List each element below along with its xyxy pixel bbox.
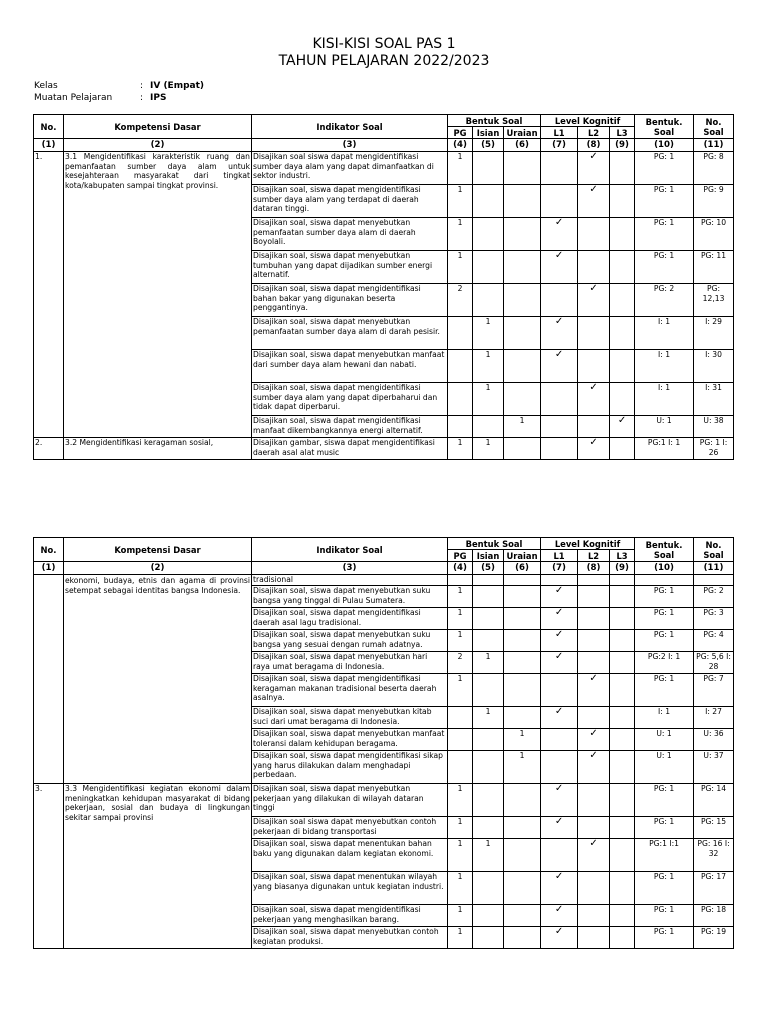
l1-cell: ✓ <box>541 927 578 949</box>
pg-cell <box>448 729 473 751</box>
indikator-cell: tradisional <box>252 575 448 586</box>
l2-cell: ✓ <box>578 674 610 707</box>
pg-cell: 1 <box>448 674 473 707</box>
bentuk-cell: PG: 1 <box>635 152 694 185</box>
pg-cell: 2 <box>448 284 473 317</box>
nosoal-cell: PG: 12,13 <box>694 284 734 317</box>
l1-cell <box>541 438 578 460</box>
l1-cell: ✓ <box>541 317 578 350</box>
nosoal-cell: PG: 19 <box>694 927 734 949</box>
l2-cell <box>578 218 610 251</box>
muatan-value: IPS <box>150 93 167 103</box>
bentuk-cell: PG: 1 <box>635 817 694 839</box>
uraian-cell <box>504 438 541 460</box>
pg-cell: 1 <box>448 218 473 251</box>
bentuk-cell: PG: 1 <box>635 872 694 905</box>
indikator-cell: Disajikan soal, siswa dapat mengidentifikasi sumber daya alam yang terdapat di daerah dataran tinggi. <box>252 185 448 218</box>
indikator-cell: Disajikan soal, siswa dapat menyebutkan hari raya umat beragama di Indonesia. <box>252 652 448 674</box>
pg-cell: 1 <box>448 586 473 608</box>
pg-cell <box>448 575 473 586</box>
header-l3: L3 <box>610 127 635 139</box>
l2-cell: ✓ <box>578 729 610 751</box>
indikator-cell: Disajikan soal, siswa dapat menyebutkan pemanfaatan sumber daya alam di daerah Boyolali. <box>252 218 448 251</box>
uraian-cell <box>504 817 541 839</box>
kisi-table-page2 <box>33 537 734 949</box>
bentuk-cell: PG:1 I: 1 <box>635 438 694 460</box>
l1-cell: ✓ <box>541 905 578 927</box>
bentuk-cell: I: 1 <box>635 707 694 729</box>
col-num: (3) <box>252 562 448 575</box>
isian-cell <box>473 185 504 218</box>
nosoal-cell: PG: 11 <box>694 251 734 284</box>
l1-cell <box>541 729 578 751</box>
col-num: (1) <box>34 139 64 152</box>
col-num: (11) <box>694 139 734 152</box>
bentuk-cell: PG: 1 <box>635 905 694 927</box>
l1-cell: ✓ <box>541 817 578 839</box>
uraian-cell <box>504 608 541 630</box>
pg-cell <box>448 751 473 784</box>
pg-cell: 1 <box>448 608 473 630</box>
l1-cell: ✓ <box>541 784 578 817</box>
isian-cell: 1 <box>473 317 504 350</box>
l2-cell <box>578 652 610 674</box>
col-num: (11) <box>694 562 734 575</box>
l1-cell <box>541 674 578 707</box>
l2-cell: ✓ <box>578 438 610 460</box>
nosoal-cell: PG: 15 <box>694 817 734 839</box>
indikator-cell: Disajikan soal, siswa dapat menyebutkan suku bangsa yang sesuai dengan rumah adatnya. <box>252 630 448 652</box>
uraian-cell <box>504 317 541 350</box>
isian-cell: 1 <box>473 652 504 674</box>
pg-cell: 1 <box>448 251 473 284</box>
l3-cell <box>610 729 635 751</box>
l3-cell <box>610 251 635 284</box>
header-indikator: Indikator Soal <box>252 538 448 562</box>
col-num: (10) <box>635 139 694 152</box>
uraian-cell <box>504 586 541 608</box>
pg-cell: 1 <box>448 152 473 185</box>
header-no: No. <box>34 115 64 139</box>
indikator-cell: Disajikan soal, siswa dapat mengidentifikasi daerah asal lagu tradisional. <box>252 608 448 630</box>
muatan-label: Muatan Pelajaran <box>34 93 113 103</box>
nosoal-cell: PG: 18 <box>694 905 734 927</box>
l1-cell <box>541 185 578 218</box>
nosoal-cell: U: 37 <box>694 751 734 784</box>
l2-cell <box>578 817 610 839</box>
header-l3: L3 <box>610 550 635 562</box>
header-no: No. <box>34 538 64 562</box>
kd-text: 3.2 Mengidentifikasi keragaman sosial, <box>64 438 252 460</box>
l2-cell <box>578 350 610 383</box>
indikator-cell: Disajikan soal, siswa dapat menentukan wilayah yang biasanya digunakan untuk kegiatan industri. <box>252 872 448 905</box>
uraian-cell <box>504 872 541 905</box>
header-kompetensi: Kompetensi Dasar <box>64 538 252 562</box>
uraian-cell <box>504 674 541 707</box>
pg-cell: 1 <box>448 817 473 839</box>
indikator-cell: Disajikan soal, siswa dapat menyebutkan manfaat dari sumber daya alam hewani dan nabati. <box>252 350 448 383</box>
l1-cell <box>541 152 578 185</box>
doc-subtitle: TAHUN PELAJARAN 2022/2023 <box>278 53 490 69</box>
kd-text: 3.1 Mengidentifikasi karakteristik ruang dan pemanfaatan sumber daya alam untuk kesejahteraan masyarakat dari tingkat kota/kabupaten sampai tingkat provinsi. <box>64 152 252 438</box>
l2-cell <box>578 630 610 652</box>
nosoal-cell: U: 38 <box>694 416 734 438</box>
indikator-cell: Disajikan soal siswa dapat menyebutkan contoh pekerjaan di bidang transportasi <box>252 817 448 839</box>
col-num: (4) <box>448 139 473 152</box>
uraian-cell <box>504 185 541 218</box>
header-uraian: Uraian <box>504 127 541 139</box>
nosoal-cell: PG: 8 <box>694 152 734 185</box>
l1-cell: ✓ <box>541 586 578 608</box>
nosoal-cell: PG: 2 <box>694 586 734 608</box>
pg-cell: 1 <box>448 905 473 927</box>
col-num: (2) <box>64 562 252 575</box>
isian-cell <box>473 586 504 608</box>
bentuk-cell: PG:1 I:1 <box>635 839 694 872</box>
col-num: (2) <box>64 139 252 152</box>
header-level: Level Kognitif <box>541 115 635 127</box>
isian-cell <box>473 784 504 817</box>
kd-number: 1. <box>34 152 64 438</box>
uraian-cell <box>504 152 541 185</box>
isian-cell <box>473 927 504 949</box>
uraian-cell <box>504 350 541 383</box>
isian-cell <box>473 152 504 185</box>
isian-cell <box>473 817 504 839</box>
nosoal-cell <box>694 575 734 586</box>
indikator-cell: Disajikan soal, siswa dapat menyebutkan kitab suci dari umat beragama di Indonesia. <box>252 707 448 729</box>
l2-cell <box>578 575 610 586</box>
l2-cell <box>578 251 610 284</box>
isian-cell: 1 <box>473 438 504 460</box>
l3-cell: ✓ <box>610 416 635 438</box>
nosoal-cell: PG: 5,6 I: 28 <box>694 652 734 674</box>
kd-number-empty <box>34 575 64 784</box>
uraian-cell <box>504 630 541 652</box>
muatan-colon: : <box>140 93 144 103</box>
pg-cell <box>448 317 473 350</box>
isian-cell: 1 <box>473 350 504 383</box>
l1-cell <box>541 383 578 416</box>
uraian-cell: 1 <box>504 416 541 438</box>
l2-cell <box>578 707 610 729</box>
col-num: (7) <box>541 139 578 152</box>
isian-cell <box>473 630 504 652</box>
l3-cell <box>610 185 635 218</box>
bentuk-cell: I: 1 <box>635 317 694 350</box>
indikator-cell: Disajikan soal, siswa dapat mengidentifikasi manfaat dikembangkannya energi alternatif. <box>252 416 448 438</box>
isian-cell <box>473 674 504 707</box>
pg-cell: 2 <box>448 652 473 674</box>
nosoal-cell: PG: 16 I: 32 <box>694 839 734 872</box>
l3-cell <box>610 839 635 872</box>
indikator-cell: Disajikan soal, siswa dapat menyebutkan tumbuhan yang dapat dijadikan sumber energi alternatif. <box>252 251 448 284</box>
nosoal-cell: I: 31 <box>694 383 734 416</box>
isian-cell: 1 <box>473 707 504 729</box>
header-pg: PG <box>448 127 473 139</box>
l3-cell <box>610 218 635 251</box>
uraian-cell <box>504 905 541 927</box>
nosoal-cell: PG: 3 <box>694 608 734 630</box>
pg-cell: 1 <box>448 927 473 949</box>
isian-cell: 1 <box>473 383 504 416</box>
header-bentuk-soal: Bentuk Soal <box>448 115 541 127</box>
header-l1: L1 <box>541 127 578 139</box>
bentuk-cell: PG: 1 <box>635 784 694 817</box>
l1-cell <box>541 575 578 586</box>
header-no-soal: No. Soal <box>694 538 734 562</box>
indikator-cell: Disajikan soal, siswa dapat menyebutkan contoh kegiatan produksi. <box>252 927 448 949</box>
uraian-cell <box>504 284 541 317</box>
l3-cell <box>610 438 635 460</box>
l2-cell <box>578 927 610 949</box>
bentuk-cell: I: 1 <box>635 383 694 416</box>
header-no-soal: No. Soal <box>694 115 734 139</box>
indikator-cell: Disajikan soal, siswa dapat mengidentifikasi pekerjaan yang menghasilkan barang. <box>252 905 448 927</box>
nosoal-cell: I: 30 <box>694 350 734 383</box>
bentuk-cell: PG: 1 <box>635 674 694 707</box>
bentuk-cell: PG: 1 <box>635 608 694 630</box>
table-row <box>34 438 734 460</box>
bentuk-cell: I: 1 <box>635 350 694 383</box>
isian-cell <box>473 729 504 751</box>
uraian-cell <box>504 784 541 817</box>
isian-cell <box>473 608 504 630</box>
nosoal-cell: PG: 9 <box>694 185 734 218</box>
col-num: (9) <box>610 562 635 575</box>
header-l1: L1 <box>541 550 578 562</box>
l1-cell <box>541 839 578 872</box>
l3-cell <box>610 652 635 674</box>
header-kompetensi: Kompetensi Dasar <box>64 115 252 139</box>
table-row <box>34 784 734 817</box>
kelas-value: IV (Empat) <box>150 81 205 91</box>
indikator-cell: Disajikan soal siswa dapat mengidentifikasi sumber daya alam yang dapat dimanfaatkan di sektor industri. <box>252 152 448 185</box>
l1-cell: ✓ <box>541 872 578 905</box>
bentuk-cell: PG: 1 <box>635 218 694 251</box>
uraian-cell <box>504 927 541 949</box>
uraian-cell: 1 <box>504 729 541 751</box>
l3-cell <box>610 575 635 586</box>
col-num: (3) <box>252 139 448 152</box>
pg-cell <box>448 416 473 438</box>
nosoal-cell: I: 29 <box>694 317 734 350</box>
table-row <box>34 575 734 586</box>
l3-cell <box>610 317 635 350</box>
l3-cell <box>610 751 635 784</box>
isian-cell <box>473 575 504 586</box>
l3-cell <box>610 927 635 949</box>
bentuk-cell: PG: 1 <box>635 586 694 608</box>
nosoal-cell: PG: 1 I: 26 <box>694 438 734 460</box>
isian-cell <box>473 284 504 317</box>
pg-cell <box>448 707 473 729</box>
l3-cell <box>610 872 635 905</box>
l3-cell <box>610 586 635 608</box>
header-l2: L2 <box>578 127 610 139</box>
l2-cell: ✓ <box>578 839 610 872</box>
indikator-cell: Disajikan gambar, siswa dapat mengidentifikasi daerah asal alat music <box>252 438 448 460</box>
l1-cell: ✓ <box>541 707 578 729</box>
nosoal-cell: PG: 10 <box>694 218 734 251</box>
indikator-cell: Disajikan soal, siswa dapat menyebutkan suku bangsa yang tinggal di Pulau Sumatera. <box>252 586 448 608</box>
l2-cell <box>578 416 610 438</box>
meta-kelas <box>34 81 204 92</box>
bentuk-cell: PG: 1 <box>635 927 694 949</box>
l2-cell <box>578 317 610 350</box>
uraian-cell <box>504 218 541 251</box>
l2-cell: ✓ <box>578 185 610 218</box>
pg-cell: 1 <box>448 784 473 817</box>
nosoal-cell: U: 36 <box>694 729 734 751</box>
uraian-cell <box>504 707 541 729</box>
l3-cell <box>610 817 635 839</box>
nosoal-cell: PG: 7 <box>694 674 734 707</box>
l1-cell <box>541 416 578 438</box>
col-num: (5) <box>473 562 504 575</box>
pg-cell: 1 <box>448 438 473 460</box>
indikator-cell: Disajikan soal, siswa dapat menentukan bahan baku yang digunakan dalam kegiatan ekonomi. <box>252 839 448 872</box>
col-num: (8) <box>578 562 610 575</box>
uraian-cell <box>504 652 541 674</box>
col-num: (8) <box>578 139 610 152</box>
kelas-colon: : <box>140 81 144 91</box>
l2-cell: ✓ <box>578 751 610 784</box>
l2-cell: ✓ <box>578 152 610 185</box>
header-pg: PG <box>448 550 473 562</box>
isian-cell <box>473 416 504 438</box>
bentuk-cell: PG: 2 <box>635 284 694 317</box>
indikator-cell: Disajikan soal, siswa dapat menyebutkan pemanfaatan sumber daya alam di darah pesisir. <box>252 317 448 350</box>
bentuk-cell: U: 1 <box>635 416 694 438</box>
header-uraian: Uraian <box>504 550 541 562</box>
header-isian: Isian <box>473 127 504 139</box>
bentuk-cell: PG:2 I: 1 <box>635 652 694 674</box>
l3-cell <box>610 152 635 185</box>
l3-cell <box>610 608 635 630</box>
isian-cell <box>473 751 504 784</box>
nosoal-cell: PG: 4 <box>694 630 734 652</box>
l3-cell <box>610 707 635 729</box>
kd-number: 2. <box>34 438 64 460</box>
bentuk-cell: U: 1 <box>635 729 694 751</box>
bentuk-cell: U: 1 <box>635 751 694 784</box>
isian-cell <box>473 905 504 927</box>
pg-cell: 1 <box>448 872 473 905</box>
l2-cell <box>578 784 610 817</box>
col-num: (10) <box>635 562 694 575</box>
meta-muatan <box>34 93 166 104</box>
indikator-cell: Disajikan soal, siswa dapat mengidentifikasi bahan bakar yang digunakan beserta penggantinya. <box>252 284 448 317</box>
l3-cell <box>610 674 635 707</box>
col-num: (7) <box>541 562 578 575</box>
isian-cell <box>473 251 504 284</box>
header-level: Level Kognitif <box>541 538 635 550</box>
l3-cell <box>610 630 635 652</box>
pg-cell: 1 <box>448 185 473 218</box>
uraian-cell <box>504 575 541 586</box>
kd-number: 3. <box>34 784 64 949</box>
nosoal-cell: PG: 14 <box>694 784 734 817</box>
indikator-cell: Disajikan soal, siswa dapat menyebutkan manfaat toleransi dalam kehidupan beragama. <box>252 729 448 751</box>
l3-cell <box>610 383 635 416</box>
nosoal-cell: I: 27 <box>694 707 734 729</box>
col-num: (6) <box>504 139 541 152</box>
l2-cell <box>578 586 610 608</box>
header-l2: L2 <box>578 550 610 562</box>
l2-cell: ✓ <box>578 284 610 317</box>
kisi-table-page1 <box>33 114 734 460</box>
bentuk-cell: PG: 1 <box>635 251 694 284</box>
indikator-cell: Disajikan soal, siswa dapat mengidentifikasi keragaman makanan tradisional beserta daerah asalnya. <box>252 674 448 707</box>
l3-cell <box>610 284 635 317</box>
l1-cell: ✓ <box>541 652 578 674</box>
l2-cell <box>578 608 610 630</box>
l2-cell: ✓ <box>578 383 610 416</box>
col-num: (4) <box>448 562 473 575</box>
isian-cell: 1 <box>473 839 504 872</box>
pg-cell: 1 <box>448 630 473 652</box>
header-bentuk-soal2: Bentuk. Soal <box>635 115 694 139</box>
bentuk-cell: PG: 1 <box>635 630 694 652</box>
indikator-cell: Disajikan soal, siswa dapat menyebutkan pekerjaan yang dilakukan di wilayah dataran tinggi <box>252 784 448 817</box>
header-bentuk-soal2: Bentuk. Soal <box>635 538 694 562</box>
l2-cell <box>578 905 610 927</box>
indikator-cell: Disajikan soal, siswa dapat mengidentifikasi sikap yang harus dilakukan dalam menghadapi perbedaan. <box>252 751 448 784</box>
col-num: (1) <box>34 562 64 575</box>
pg-cell <box>448 383 473 416</box>
table-row <box>34 152 734 185</box>
uraian-cell <box>504 383 541 416</box>
isian-cell <box>473 218 504 251</box>
l3-cell <box>610 905 635 927</box>
l1-cell: ✓ <box>541 608 578 630</box>
doc-title: KISI-KISI SOAL PAS 1 <box>312 36 456 52</box>
l1-cell <box>541 284 578 317</box>
uraian-cell <box>504 251 541 284</box>
header-isian: Isian <box>473 550 504 562</box>
col-num: (6) <box>504 562 541 575</box>
l1-cell: ✓ <box>541 218 578 251</box>
kd-text: ekonomi, budaya, etnis dan agama di provinsi setempat sebagai identitas bangsa Indonesia. <box>64 575 252 784</box>
nosoal-cell: PG: 17 <box>694 872 734 905</box>
isian-cell <box>473 872 504 905</box>
l1-cell: ✓ <box>541 630 578 652</box>
bentuk-cell: PG: 1 <box>635 185 694 218</box>
l3-cell <box>610 784 635 817</box>
col-num: (9) <box>610 139 635 152</box>
uraian-cell: 1 <box>504 751 541 784</box>
l1-cell: ✓ <box>541 251 578 284</box>
kelas-label: Kelas <box>34 81 58 91</box>
l1-cell <box>541 751 578 784</box>
bentuk-cell <box>635 575 694 586</box>
indikator-cell: Disajikan soal, siswa dapat mengidentifikasi sumber daya alam yang dapat diperbaharui dan tidak dapat diperbarui. <box>252 383 448 416</box>
pg-cell: 1 <box>448 839 473 872</box>
l3-cell <box>610 350 635 383</box>
kd-text: 3.3 Mengidentifikasi kegiatan ekonomi dalam meningkatkan kehidupan masyarakat di bidang pekerjaan, sosial dan budaya di lingkungan sekitar sampai provinsi <box>64 784 252 949</box>
uraian-cell <box>504 839 541 872</box>
l2-cell <box>578 872 610 905</box>
l1-cell: ✓ <box>541 350 578 383</box>
col-num: (5) <box>473 139 504 152</box>
header-indikator: Indikator Soal <box>252 115 448 139</box>
pg-cell <box>448 350 473 383</box>
header-bentuk-soal: Bentuk Soal <box>448 538 541 550</box>
